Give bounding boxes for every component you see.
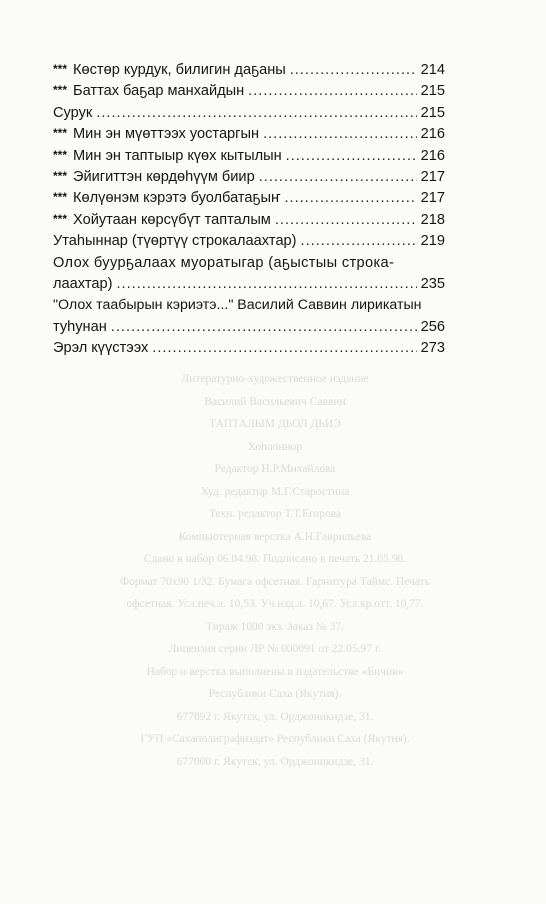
imprint-line: 677000 г. Якутск, ул. Орджоникидзе, 31.: [176, 755, 374, 768]
toc-entry: [53, 188, 445, 209]
toc-entry-page: 219: [420, 233, 445, 250]
dot-leader: [301, 231, 417, 252]
toc-entry-stars: ***: [53, 147, 68, 162]
toc-entry: [53, 295, 445, 338]
dot-leader: [259, 167, 417, 188]
toc-entry-title: Эйигиттэн көрдөһүүм биир: [73, 169, 255, 186]
imprint-line: Набор и верстка выполнены в издательстве «Бичик»: [146, 665, 404, 678]
toc-entry-title: Мин эн мүөттээх уостаргын: [73, 126, 260, 143]
toc-entry-stars: ***: [53, 62, 68, 76]
imprint-line: Литературно-художественное издание: [181, 373, 369, 385]
imprint-line: Компьютерная верстка А.Н.Гаврильева: [178, 530, 372, 543]
toc-entry-title: Эрэл күүстээх: [53, 340, 149, 357]
imprint-line: ГУП «Сахаполиграфиздат» Республики Саха (Якутия).: [140, 733, 410, 745]
dot-leader: [290, 60, 417, 81]
toc-entry-page: 215: [420, 83, 445, 100]
toc-entry-title: Мин эн таптыыр күөх кытылын: [73, 147, 282, 164]
imprint-line: Тираж 1000 экз. Заказ № 37.: [205, 620, 345, 633]
imprint-line: Лицензия серии ЛР № 000091 от 22.05.97 г.: [168, 643, 382, 655]
dot-leader: [117, 274, 417, 295]
toc-entry: [53, 146, 445, 167]
toc-entry-page: 235: [420, 276, 445, 293]
toc-entry: [53, 103, 445, 124]
toc-entry-page: 216: [420, 126, 445, 143]
toc-entry: [53, 81, 445, 102]
dot-leader: [152, 338, 416, 359]
toc-entry-stars: ***: [53, 211, 68, 226]
dot-leader: [263, 124, 417, 145]
toc-entry: [53, 210, 445, 231]
toc-entry-title-line1: "Олох таабырын кэриэтэ..." Василий Саввин лирикатын: [53, 297, 422, 314]
dot-leader: [275, 210, 417, 231]
toc-entry-title-line2: туһунан: [53, 318, 107, 335]
toc-entry-page: 215: [420, 104, 445, 121]
table-of-contents: [53, 60, 445, 360]
imprint-show-through: [40, 368, 510, 773]
toc-entry: [53, 124, 445, 145]
toc-entry-page: 256: [420, 318, 445, 335]
imprint-line: Формат 70x90 1/32. Бумага офсетная. Гарнитура Таймс. Печать: [120, 575, 430, 588]
toc-entry-page: 214: [420, 62, 445, 78]
imprint-line: 677892 г. Якутск, ул. Орджоникидзе, 31.: [176, 710, 374, 723]
toc-entry: [53, 338, 445, 359]
toc-entry-title: Көстөр курдук, билигин даҕаны: [73, 62, 286, 78]
imprint-line: Редактор Н.Р.Михайлова: [214, 463, 336, 475]
toc-entry-page: 218: [420, 211, 445, 228]
dot-leader: [96, 103, 416, 124]
toc-entry-stars: ***: [53, 169, 68, 184]
toc-entry-page: 217: [420, 169, 445, 186]
toc-entry: [53, 60, 445, 81]
toc-entry: [53, 253, 445, 296]
imprint-line: ТАПТАЛЫМ ДЬОЛ ДЬИЭ: [209, 418, 341, 430]
dot-leader: [111, 317, 417, 338]
dot-leader: [284, 188, 416, 209]
toc-entry-title-line1: Олох буурҕалаах муоратыгар (аҕыстыы строка-: [53, 254, 395, 271]
imprint-line: Техн. редактор Т.Т.Егорова: [208, 508, 342, 520]
imprint-line: Хоһооннор: [247, 440, 303, 453]
toc-entry-title-line2: лаахтар): [53, 276, 113, 293]
toc-entry-stars: ***: [53, 126, 68, 141]
toc-entry: [53, 231, 445, 252]
dot-leader: [248, 81, 416, 102]
toc-entry-title: Хойутаан көрсүбүт тапталым: [73, 211, 271, 228]
toc-entry-page: 216: [420, 147, 445, 164]
toc-entry-title: Көлүөнэм кэрэтэ буолбатаҕыҥ: [73, 190, 281, 207]
toc-entry-title: Баттах баҕар манхайдын: [73, 83, 245, 100]
imprint-line: Василий Васильевич Саввин: [204, 395, 346, 408]
imprint-line: офсетная. Усл.печ.л. 10,53. Уч.изд.л. 10,67. Усл.кр.отт. 10,77.: [126, 598, 424, 610]
toc-entry-page: 273: [420, 340, 445, 357]
toc-entry-page: 217: [420, 190, 445, 207]
toc-entry-stars: ***: [53, 190, 68, 205]
imprint-line: Республики Саха (Якутия).: [208, 688, 342, 700]
toc-entry-title: Сурук: [53, 104, 93, 121]
toc-entry-stars: ***: [53, 83, 68, 98]
dot-leader: [286, 146, 417, 167]
imprint-line: Сдано в набор 06.04.98. Подписано в печать 21.05.98.: [143, 553, 407, 565]
toc-entry-title: Утаһыннар (түөртүү строкалаахтар): [53, 233, 297, 250]
toc-entry: [53, 167, 445, 188]
imprint-line: Худ. редактор М.Г.Старостина: [200, 485, 350, 498]
